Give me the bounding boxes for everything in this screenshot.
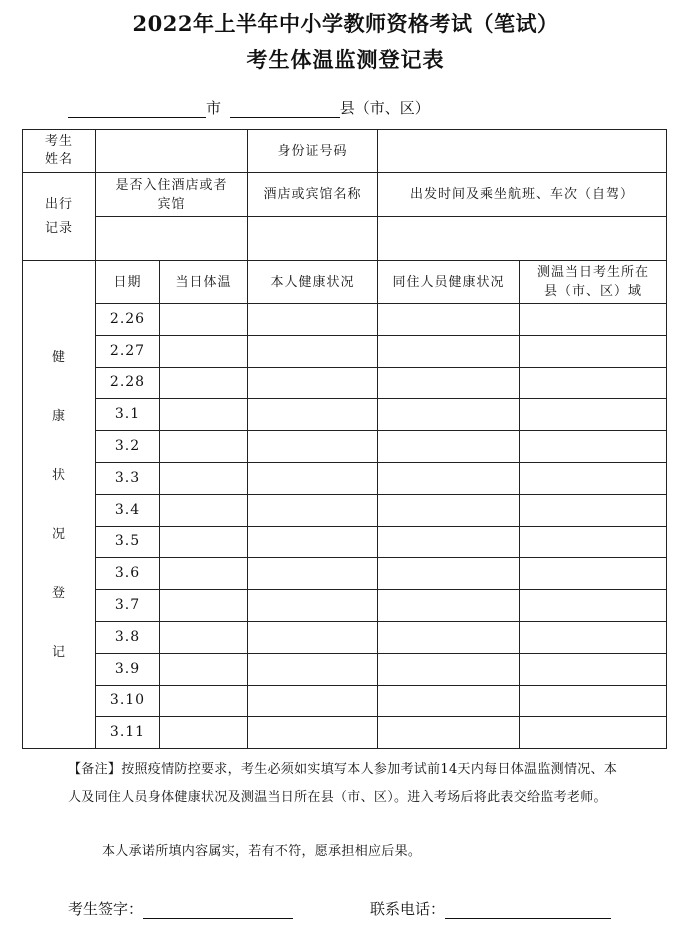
temperature-input-cell[interactable] [160, 526, 248, 558]
phone-input-line[interactable] [445, 900, 611, 919]
table-row [23, 621, 667, 653]
cohabitant-health-input-cell[interactable] [378, 685, 520, 717]
table-row [23, 526, 667, 558]
date-cell: 3.10 [96, 685, 160, 717]
health-section-char: 康 [51, 408, 66, 424]
temperature-header: 当日体温 [160, 261, 248, 304]
self-health-input-cell[interactable] [248, 494, 378, 526]
temperature-input-cell[interactable] [160, 399, 248, 431]
health-section-char: 记 [51, 644, 66, 660]
location-input-cell[interactable] [520, 653, 667, 685]
temperature-input-cell[interactable] [160, 494, 248, 526]
self-health-input-cell[interactable] [248, 335, 378, 367]
form-title-line2: 考生体温监测登记表 [246, 47, 445, 72]
self-health-input-cell[interactable] [248, 367, 378, 399]
health-section-char: 健 [51, 349, 66, 365]
table-row [23, 717, 667, 749]
form-title-line1: 2022年上半年中小学教师资格考试（笔试） [132, 11, 559, 36]
self-health-input-cell[interactable] [248, 621, 378, 653]
signature-field [68, 898, 293, 919]
date-cell: 3.9 [96, 653, 160, 685]
self-health-input-cell[interactable] [248, 462, 378, 494]
location-input-cell[interactable] [520, 335, 667, 367]
self-health-input-cell[interactable] [248, 685, 378, 717]
self-health-input-cell[interactable] [248, 304, 378, 336]
county-input-line[interactable] [230, 99, 340, 118]
table-row [23, 494, 667, 526]
location-input-cell[interactable] [520, 399, 667, 431]
temperature-input-cell[interactable] [160, 367, 248, 399]
date-cell: 3.3 [96, 462, 160, 494]
date-cell: 2.28 [96, 367, 160, 399]
hotel-name-label-cell: 酒店或宾馆名称 [248, 173, 378, 217]
self-health-input-cell[interactable] [248, 399, 378, 431]
self-health-input-cell[interactable] [248, 653, 378, 685]
temperature-input-cell[interactable] [160, 431, 248, 463]
self-health-header: 本人健康状况 [248, 261, 378, 304]
location-input-cell[interactable] [520, 621, 667, 653]
date-cell: 3.5 [96, 526, 160, 558]
table-row [23, 431, 667, 463]
date-cell: 2.26 [96, 304, 160, 336]
cohabitant-health-input-cell[interactable] [378, 399, 520, 431]
registration-table [22, 129, 667, 749]
date-cell: 3.11 [96, 717, 160, 749]
self-health-input-cell[interactable] [248, 590, 378, 622]
location-input-cell[interactable] [520, 558, 667, 590]
cohabitant-health-input-cell[interactable] [378, 717, 520, 749]
name-input-cell[interactable] [96, 130, 248, 173]
health-section-char: 状 [51, 467, 66, 483]
table-row [23, 590, 667, 622]
location-input-cell[interactable] [520, 367, 667, 399]
temperature-input-cell[interactable] [160, 462, 248, 494]
self-health-input-cell[interactable] [248, 717, 378, 749]
hotel-question-cell: 是否入住酒店或者宾馆 [96, 173, 248, 217]
location-input-cell[interactable] [520, 462, 667, 494]
cohabitant-health-input-cell[interactable] [378, 304, 520, 336]
temperature-input-cell[interactable] [160, 685, 248, 717]
signature-label: 考生签字： [68, 900, 144, 918]
hotel-name-input-cell[interactable] [248, 217, 378, 261]
table-row [23, 653, 667, 685]
location-input-cell[interactable] [520, 590, 667, 622]
temperature-input-cell[interactable] [160, 304, 248, 336]
cohabitant-health-input-cell[interactable] [378, 367, 520, 399]
phone-field [370, 898, 611, 919]
table-row [23, 558, 667, 590]
departure-input-cell[interactable] [378, 217, 667, 261]
signature-input-line[interactable] [143, 900, 293, 919]
table-row [23, 335, 667, 367]
temperature-input-cell[interactable] [160, 621, 248, 653]
date-cell: 3.6 [96, 558, 160, 590]
city-input-line[interactable] [68, 99, 206, 118]
city-label: 市 [206, 99, 222, 117]
note-text: 按照疫情防控要求，考生必须如实填写本人参加考试前14天内每日体温监测情况、本人及同住人员身体健康状况及测温当日所在县（市、区）。进入考场后将此表交给监考老师。 [68, 762, 618, 805]
county-label: 县（市、区） [339, 99, 430, 117]
cohabitant-health-input-cell[interactable] [378, 335, 520, 367]
health-section-char: 登 [51, 585, 66, 601]
cohabitant-health-input-cell[interactable] [378, 462, 520, 494]
cohabitant-health-header: 同住人员健康状况 [378, 261, 520, 304]
cohabitant-health-input-cell[interactable] [378, 431, 520, 463]
cohabitant-health-input-cell[interactable] [378, 653, 520, 685]
temperature-input-cell[interactable] [160, 590, 248, 622]
cohabitant-health-input-cell[interactable] [378, 621, 520, 653]
table-row [23, 462, 667, 494]
location-input-cell[interactable] [520, 431, 667, 463]
health-section-char: 况 [51, 526, 66, 542]
phone-label: 联系电话： [370, 900, 446, 918]
table-row [23, 399, 667, 431]
table-row [23, 367, 667, 399]
note-paragraph [68, 756, 628, 812]
temperature-input-cell[interactable] [160, 717, 248, 749]
cohabitant-health-input-cell[interactable] [378, 494, 520, 526]
location-input-cell[interactable] [520, 717, 667, 749]
location-input-cell[interactable] [520, 304, 667, 336]
self-health-input-cell[interactable] [248, 558, 378, 590]
cohabitant-health-input-cell[interactable] [378, 590, 520, 622]
table-row [23, 304, 667, 336]
region-line [68, 97, 430, 118]
date-cell: 3.4 [96, 494, 160, 526]
date-cell: 3.2 [96, 431, 160, 463]
date-header: 日期 [96, 261, 160, 304]
date-cell: 2.27 [96, 335, 160, 367]
temperature-input-cell[interactable] [160, 335, 248, 367]
cohabitant-health-input-cell[interactable] [378, 526, 520, 558]
id-label-cell: 身份证号码 [248, 130, 378, 173]
date-cell: 3.1 [96, 399, 160, 431]
location-input-cell[interactable] [520, 494, 667, 526]
temperature-input-cell[interactable] [160, 558, 248, 590]
location-input-cell[interactable] [520, 526, 667, 558]
cohabitant-health-input-cell[interactable] [378, 558, 520, 590]
name-label-cell: 考生姓名 [23, 130, 96, 173]
travel-label-cell: 出行记录 [23, 173, 96, 261]
self-health-input-cell[interactable] [248, 431, 378, 463]
date-cell: 3.7 [96, 590, 160, 622]
self-health-input-cell[interactable] [248, 526, 378, 558]
location-input-cell[interactable] [520, 685, 667, 717]
hotel-answer-cell[interactable] [96, 217, 248, 261]
health-section-label [23, 261, 96, 749]
date-cell: 3.8 [96, 621, 160, 653]
promise-statement: 本人承诺所填内容属实，若有不符，愿承担相应后果。 [102, 844, 422, 859]
temperature-input-cell[interactable] [160, 653, 248, 685]
location-header: 测温当日考生所在 县（市、区）域 [520, 261, 667, 304]
table-row [23, 685, 667, 717]
note-label: 【备注】 [68, 762, 122, 777]
id-input-cell[interactable] [378, 130, 667, 173]
departure-label-cell: 出发时间及乘坐航班、车次（自驾） [378, 173, 667, 217]
